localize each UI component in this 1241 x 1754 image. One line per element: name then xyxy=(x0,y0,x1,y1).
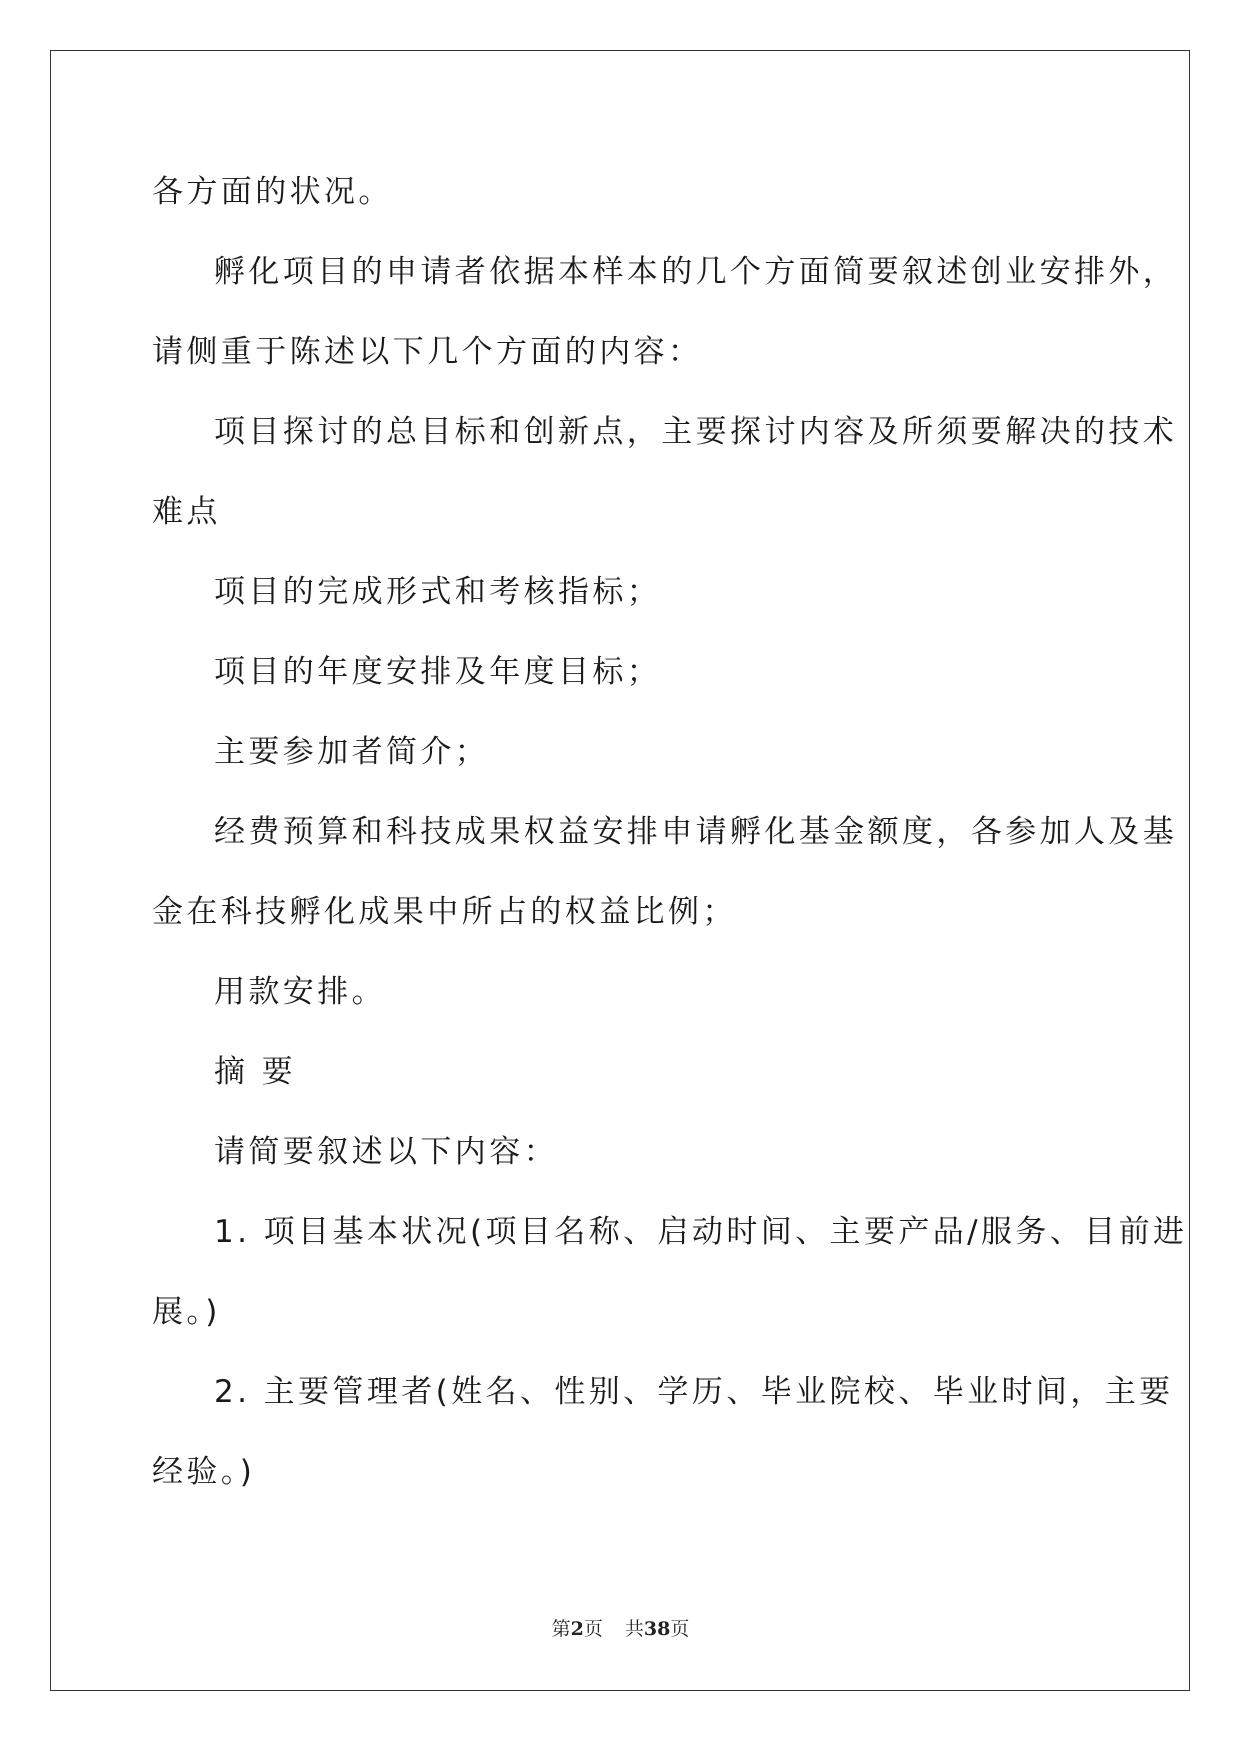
page-suffix: 页 xyxy=(583,1618,603,1640)
page-border xyxy=(50,50,1190,1691)
text-line: 2. 主要管理者(姓名、性别、学历、毕业院校、毕业时间，主要 xyxy=(214,1374,1174,1410)
text-line: 请侧重于陈述以下几个方面的内容： xyxy=(152,334,703,370)
text-line: 孵化项目的申请者依据本样本的几个方面简要叙述创业安排外， xyxy=(214,254,1178,290)
text-line: 难点 xyxy=(152,494,221,530)
text-line: 经验。) xyxy=(152,1454,256,1490)
text-line: 项目探讨的总目标和创新点，主要探讨内容及所须要解决的技术 xyxy=(214,414,1178,450)
section-heading: 摘 要 xyxy=(214,1054,297,1090)
text-line: 1. 项目基本状况(项目名称、启动时间、主要产品/服务、目前进 xyxy=(214,1214,1188,1250)
text-line: 各方面的状况。 xyxy=(152,174,393,210)
total-prefix: 共 xyxy=(624,1618,644,1640)
text-line: 请简要叙述以下内容： xyxy=(214,1134,558,1170)
text-line: 金在科技孵化成果中所占的权益比例； xyxy=(152,894,737,930)
page-prefix: 第 xyxy=(551,1618,571,1640)
text-line: 展。) xyxy=(152,1294,221,1330)
text-line: 经费预算和科技成果权益安排申请孵化基金额度，各参加人及基 xyxy=(214,814,1178,850)
text-line: 用款安排。 xyxy=(214,974,386,1010)
text-line: 项目的完成形式和考核指标； xyxy=(214,574,662,610)
text-line: 主要参加者简介； xyxy=(214,734,490,770)
page-total: 38 xyxy=(643,1618,671,1640)
page-current: 2 xyxy=(570,1618,584,1640)
text-line: 项目的年度安排及年度目标； xyxy=(214,654,662,690)
page-footer xyxy=(0,1617,1241,1641)
total-suffix: 页 xyxy=(670,1618,690,1640)
